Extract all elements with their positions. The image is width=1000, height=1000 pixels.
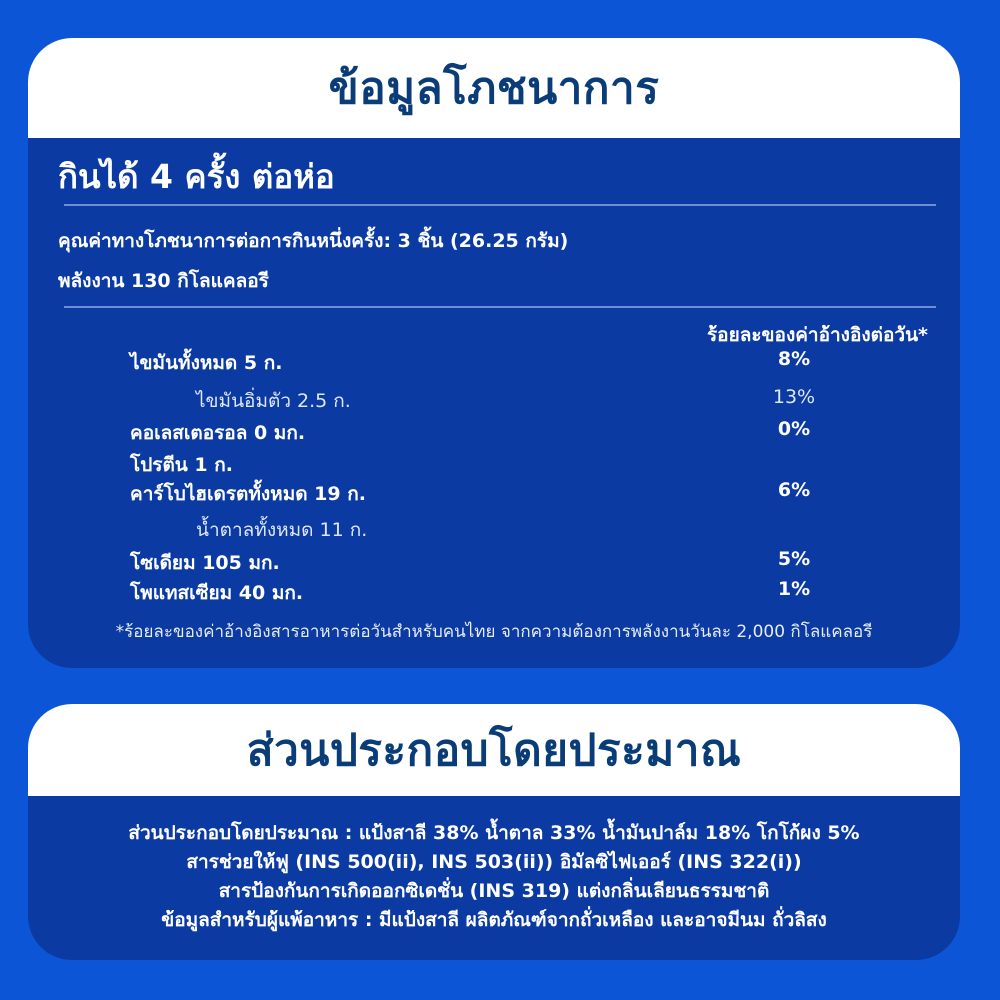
nutrient-name: โพแทสเซียม 40 มก. bbox=[130, 582, 304, 604]
energy: พลังงาน 130 กิโลแคลอรี bbox=[58, 270, 269, 292]
ingredients-header bbox=[28, 704, 960, 796]
allergen-line: ข้อมูลสำหรับผู้แพ้อาหาร : มีแป้งสาลี ผลิตภัณฑ์จากถั่วเหลือง และอาจมีนม ถั่วลิสง bbox=[161, 909, 827, 931]
nutrition-facts-card bbox=[28, 38, 960, 668]
nutrient-row bbox=[28, 450, 960, 480]
nutrition-title: ข้อมูลโภชนาการ bbox=[328, 63, 660, 114]
footnote: *ร้อยละของค่าอ้างอิงสารอาหารต่อวันสำหรับคนไทย จากความต้องการพลังงานวันละ 2,000 กิโลแคลอรี bbox=[115, 622, 873, 642]
ingredients-card bbox=[28, 704, 960, 960]
nutrient-name: โปรตีน 1 ก. bbox=[130, 454, 233, 476]
nutrient-name: คอเลสเตอรอล 0 มก. bbox=[130, 422, 306, 444]
nutrition-header bbox=[28, 38, 960, 138]
ingredients-line: สารช่วยให้ฟู (INS 500(ii), INS 503(ii)) อิมัลซิไฟเออร์ (INS 322(i)) bbox=[186, 851, 802, 873]
serving-size: คุณค่าทางโภชนาการต่อการกินหนึ่งครั้ง: 3 ชิ้น (26.25 กรัม) bbox=[58, 230, 569, 252]
ingredients-line: สารป้องกันการเกิดออกซิเดชั่น (INS 319) แต่งกลิ่นเลียนธรรมชาติ bbox=[218, 880, 770, 902]
ingredients-title: ส่วนประกอบโดยประมาณ bbox=[246, 725, 742, 776]
daily-value-header: ร้อยละของค่าอ้างอิงต่อวัน* bbox=[706, 324, 928, 346]
nutrient-name: น้ำตาลทั้งหมด 11 ก. bbox=[196, 519, 368, 541]
nutrient-percent: 0% bbox=[777, 418, 811, 440]
nutrient-name: ไขมันทั้งหมด 5 ก. bbox=[130, 352, 283, 374]
nutrient-row bbox=[28, 348, 960, 378]
nutrient-row bbox=[28, 386, 960, 416]
nutrient-row bbox=[28, 515, 960, 545]
divider bbox=[64, 204, 936, 206]
nutrient-row bbox=[28, 578, 960, 608]
nutrient-name: โซเดียม 105 มก. bbox=[130, 552, 280, 574]
nutrient-percent: 5% bbox=[777, 548, 811, 570]
nutrient-row bbox=[28, 479, 960, 509]
ingredients-text bbox=[28, 819, 960, 935]
nutrient-name: คาร์โบไฮเดรตทั้งหมด 19 ก. bbox=[130, 483, 366, 505]
nutrient-row bbox=[28, 418, 960, 448]
nutrient-name: ไขมันอิ่มตัว 2.5 ก. bbox=[196, 390, 351, 412]
ingredients-line: ส่วนประกอบโดยประมาณ : แป้งสาลี 38% น้ำตาล 33% น้ำมันปาล์ม 18% โกโก้ผง 5% bbox=[128, 822, 860, 844]
servings-per-pack: กินได้ 4 ครั้ง ต่อห่อ bbox=[58, 157, 335, 196]
nutrient-row bbox=[28, 548, 960, 578]
nutrient-percent: 8% bbox=[777, 348, 811, 370]
nutrient-percent: 1% bbox=[777, 578, 811, 600]
nutrient-percent: 13% bbox=[772, 386, 816, 408]
divider bbox=[64, 306, 936, 308]
nutrient-percent: 6% bbox=[777, 479, 811, 501]
